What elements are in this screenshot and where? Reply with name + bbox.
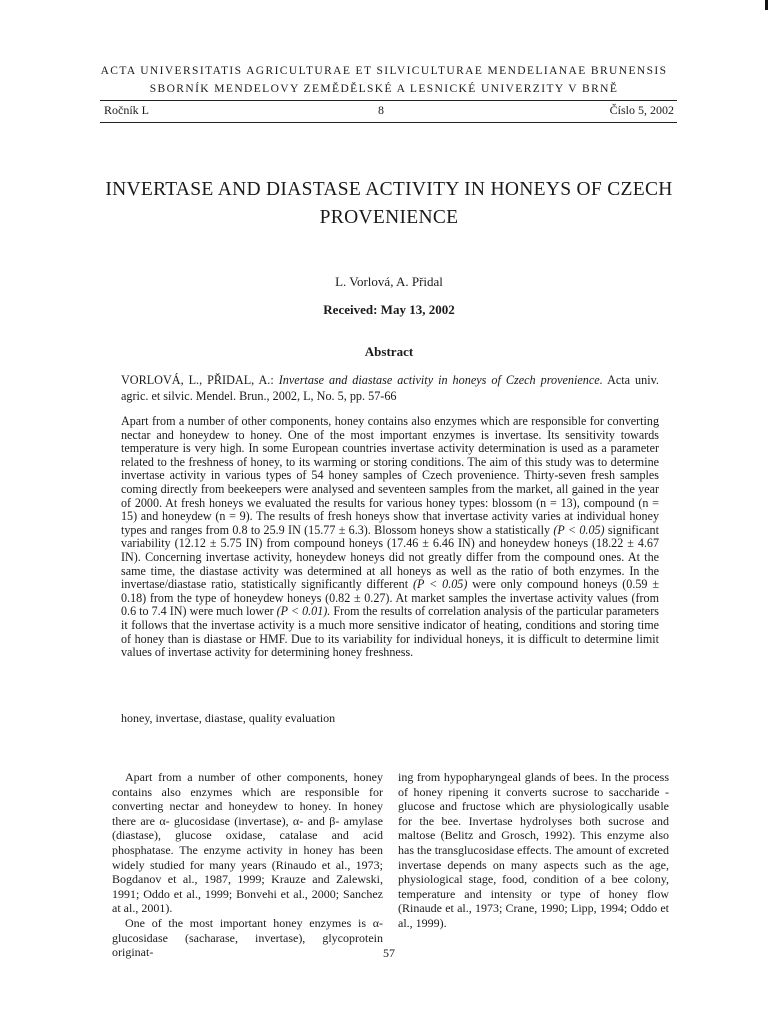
keywords: honey, invertase, diastase, quality evaluation — [121, 711, 336, 725]
abstract-text-part: were only compound honeys (0.59 ± 0.18) from the type of honeydew honeys (0.82 ± 0.27). At market samples the invertase activity values (from 0.6 to 7.4 IN) were much lower — [121, 577, 659, 619]
page-number: 57 — [383, 946, 395, 960]
header-page-number: 8 — [378, 103, 384, 117]
body-column-right — [398, 770, 669, 931]
abstract-heading: Abstract — [364, 344, 414, 359]
body-paragraph: Apart from a number of other components, honey contains also enzymes which are responsible for converting nectar and honeydew to honey. In honey there are α- glucosidase (invertase), α- and β- amylase (diastase), glucose oxidase, catalase and acid phosphatase. The enzyme activity in honey has been widely studied for many years (Rinaudo et al., 1973; Bogdanov et al., 1987, 1999; Krauze and Zalewski, 1991; Oddo et al., 1999; Bonvehi et al., 2000; Sanchez at al., 2001). — [112, 770, 383, 916]
abstract-text-part: Apart from a number of other components, honey contains also enzymes which are responsible for converting nectar and honeydew to honey. One of the most important enzymes is invertase. Its sensitivity towards temperature is very high. In some European countries invertase activity determination is used as a parameter related to the freshness of honey, to its warming or storing conditions. The aim of this study was to determine invertase activity in various types of 54 honey samples of Czech provenience. Thirty-seven fresh samples coming directly from beekeepers were analysed and seventeen samples from the market, all gained in the year of 2000. At fresh honeys we evaluated the results for various honey types: blossom (n = 13), compound (n = 15) and honeydew (n = 9). The results of fresh honeys show that invertase activity varies at individual honey types and ranges from 0.8 to 25.9 IN (15.77 ± 6.3). Blossom honeys show a statistically — [121, 414, 659, 537]
abstract-text-part: From the results of correlation analysis of the particular parameters it follows that the invertase activity is a much more sensitive indicator of heating, conditions and storing time of honey than is diastase or HMF. Due to its variability for individual honeys, it is difficult to determine limit values of invertase activity for determining honey freshness. — [121, 604, 659, 660]
journal-name-czech: SBORNÍK MENDELOVY ZEMĚDĚLSKÉ A LESNICKÉ UNIVERZITY V BRNĚ — [149, 83, 619, 95]
citation — [121, 373, 659, 404]
body-paragraph: ing from hypopharyngeal glands of bees. In the process of honey ripening it converts sucrose to saccharide - glucose and fructose which are physiologically usable for the bee. Invertase hydrolyses both sucrose and maltose (Belitz and Grosch, 1992). This enzyme also has the transglucosidase effects. The amount of excreted invertase depends on many aspects such as the age, physiological stage, food, condition of a bee colony, temperature and intensity or type of honey flow (Rinaude et al., 1973; Crane, 1990; Lipp, 1994; Oddo et al., 1999). — [398, 770, 669, 930]
stat-significance: (P < 0.05) — [553, 522, 605, 537]
body-paragraph: One of the most important honey enzymes is α- glucosidase (sacharase, invertase), glycoprotein originat- — [112, 915, 383, 960]
abstract-text — [121, 415, 659, 660]
issue-label: Číslo 5, 2002 — [609, 103, 674, 117]
article-title: INVERTASE AND DIASTASE ACTIVITY IN HONEYS OF CZECH PROVENIENCE — [105, 179, 673, 228]
article-authors: L. Vorlová, A. Přidal — [335, 274, 443, 289]
citation-source: Acta univ. agric. et silvic. Mendel. Brun., 2002, L, No. 5, pp. 57-66 — [121, 373, 659, 403]
volume-label: Ročník L — [104, 103, 149, 117]
body-column-left — [112, 770, 383, 960]
received-date: Received: May 13, 2002 — [323, 302, 455, 317]
citation-title: Invertase and diastase activity in honeys of Czech provenience. — [278, 373, 603, 387]
abstract-text-part: significant variability (12.12 ± 5.75 IN) from compound honeys (17.46 ± 6.46 IN) and honeydew honeys (18.22 ± 4.67 IN). Concerning invertase activity, honeydew honeys did not greatly differ from the compound ones. At the same time, the diastase activity was determined at all honeys as well as the ratio of both enzymes. In the invertase/diastase ratio, statistically significantly different — [121, 522, 659, 592]
journal-name-latin: ACTA UNIVERSITATIS AGRICULTURAE ET SILVICULTURAE MENDELIANAE BRUNENSIS — [100, 65, 668, 77]
stat-significance: (P < 0.01). — [276, 604, 331, 619]
header-rule-bottom — [100, 122, 677, 123]
citation-authors: VORLOVÁ, L., PŘIDAL, A.: — [121, 373, 274, 387]
stat-significance: (P < 0.05) — [413, 577, 468, 592]
journal-header — [0, 62, 768, 98]
header-rule-top — [100, 100, 677, 101]
